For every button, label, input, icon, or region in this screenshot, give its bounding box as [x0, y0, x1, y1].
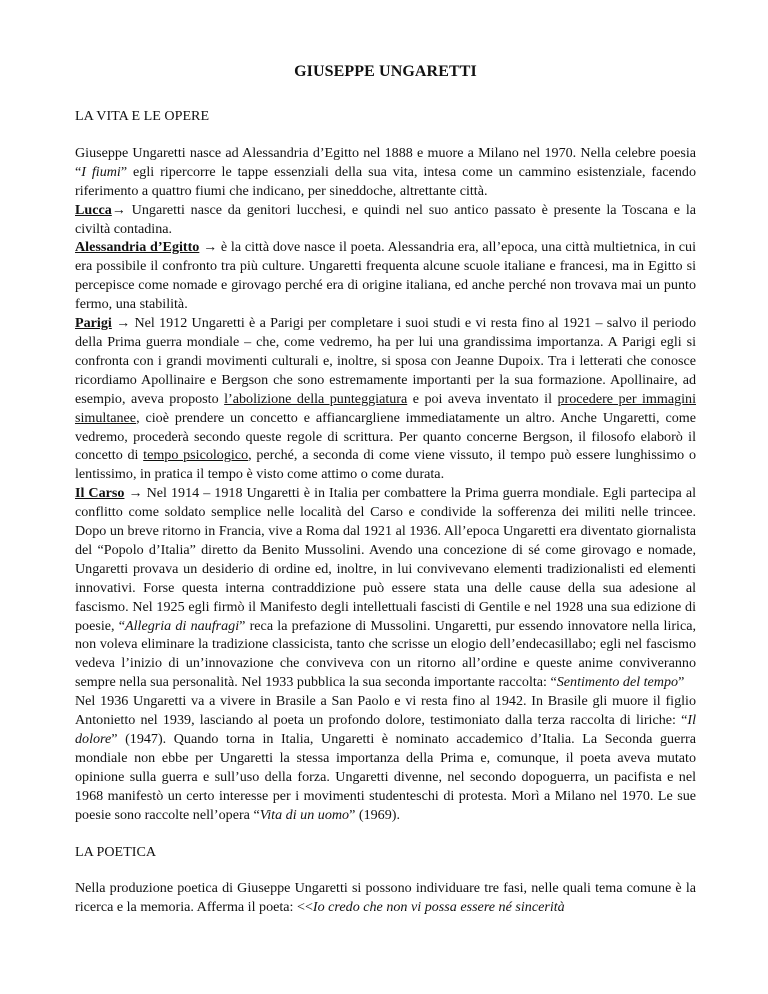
section-heading-poetica: LA POETICA	[75, 843, 157, 860]
section-heading-vita: LA VITA E LE OPERE	[75, 108, 210, 124]
paragraph-text: ” egli ripercorre le tappe essenziali della sua vita, intesa come un cammino esistenziale, facendo riferimento a quattro fiumi che indicano, per sineddoche, altrettante città.	[75, 163, 696, 199]
paragraph-text: ” (1969).	[349, 806, 400, 823]
underlined-phrase: tempo psicologico	[143, 447, 249, 464]
underlined-phrase: l’abolizione della punteggiatura	[224, 390, 408, 407]
paragraph-text: e poi aveva inventato il	[407, 390, 558, 407]
paragraph-alessandria	[75, 238, 696, 314]
paragraph-text: → Nel 1914 – 1918 Ungaretti è in Italia per combattere la Prima guerra mondiale. Egli partecipa al conflitto come soldato semplice nelle località del Carso e condivide la sofferenza dei militi nelle trincee. Dopo un breve ritorno in Francia, vive a Roma dal 1921 al 1936. All’epoca Ungaretti era diventato giornalista del “Popolo d’Italia” diretto da Benito Mussolini. Avendo una concezione di sé come girovago e nomade, Ungaretti provava un desiderio di ordine ed, inoltre, in lui convivevano elementi tradizionalisti ed elementi innovativi. Forse questa interna contraddizione può essere stata una delle cause della sua adesione al fascismo. Nel 1925 egli firmò il Manifesto degli intellettuali fascisti di Gentile e nel 1928 una sua edizione di poesie, “	[75, 485, 697, 634]
keyword-parigi: Parigi	[75, 315, 112, 332]
italic-title: Sentimento del tempo	[556, 674, 679, 691]
paragraph-text: → Ungaretti nasce da genitori lucchesi, e quindi nel suo antico passato è presente la Toscana e la civiltà contadina.	[75, 201, 696, 237]
keyword-alessandria: Alessandria d’Egitto	[75, 239, 200, 256]
paragraph-poetica-intro	[75, 879, 696, 917]
paragraph-text: ” (1947). Quando torna in Italia, Ungaretti è nominato accademico d’Italia. La Seconda guerra mondiale non ebbe per Ungaretti la stessa importanza della Prima e, comunque, il poeta aveva mutato opinione sulla guerra e sull’uso della forza. Ungaretti divenne, nel secondo dopoguerra, un pacifista e nel 1968 manifestò un certo interesse per i movimenti studenteschi di protesta. Morì a Milano nel 1970. Le sue poesie sono raccolte nell’opera “	[75, 731, 696, 823]
italic-quote: Io credo che non vi possa essere né sincerità	[312, 899, 565, 916]
paragraph-text: , perché, a seconda di come viene vissuto, il tempo può essere lunghissimo o lentissimo, in pratica il tempo è visto come attimo o come durata.	[75, 447, 696, 483]
italic-title: Allegria di naufragi	[125, 617, 240, 634]
paragraph-text: → è la città dove nasce il poeta. Alessandria era, all’epoca, una città multietnica, in cui era possibile il confronto tra più culture. Ungaretti frequenta alcune scuole italiane e francesi, ma in Egitto si percepisce come nomade e girovago perché era di origine italiana, ed anche perché non trovava mai un punto fermo, una stabilità.	[75, 239, 696, 313]
italic-title-i-fiumi: I fiumi	[81, 163, 121, 180]
italic-title: Il dolore	[75, 712, 696, 747]
keyword-lucca: Lucca	[75, 201, 112, 218]
paragraph-parigi	[75, 314, 696, 484]
italic-title: Vita di un uomo	[259, 806, 350, 823]
paragraph-text: , cioè prendere un concetto e affiancargliene immediatamente un altro. Anche Ungaretti, come vedremo, procederà secondo queste regole di scrittura. Per quanto concerne Bergson, il filosofo elaborò il concetto di	[75, 409, 696, 464]
paragraph-carso	[75, 484, 696, 692]
paragraph-brasile	[75, 692, 696, 824]
paragraph-intro	[75, 144, 696, 201]
paragraph-lucca	[75, 201, 696, 239]
document-title: GIUSEPPE UNGARETTI	[294, 63, 477, 80]
paragraph-text: Nella produzione poetica di Giuseppe Ungaretti si possono individuare tre fasi, nelle quali tema comune è la ricerca e la memoria. Afferma il poeta: <<	[75, 880, 696, 916]
paragraph-text: Nel 1936 Ungaretti va a vivere in Brasile a San Paolo e vi resta fino al 1942. In Brasile gli muore il figlio Antonietto nel 1939, lasciando al poeta un profondo dolore, testimoniato dalla terza raccolta di liriche: “	[75, 693, 696, 729]
paragraph-text: → Nel 1912 Ungaretti è a Parigi per completare i suoi studi e vi resta fino al 1921 – salvo il periodo della Prima guerra mondiale – che, come vedremo, ha per lui una grandissima importanza. A Parigi egli si confronta con i grandi movimenti culturali e, inoltre, si sposa con Jeanne Dupoix. Tra i letterati che conosce ricordiamo Apollinaire e Bergson che sono estremamente importanti per la sua formazione. Apollinaire, ad esempio, aveva proposto	[75, 315, 696, 407]
paragraph-text: ” reca la prefazione di Mussolini. Ungaretti, pur essendo innovatore nella lirica, non voleva eliminare la tradizione classicista, tanto che scrisse un elogio dell’endecasillabo; egli nel fascismo vedeva l’inizio di un’innovazione che conviveva con un ritorno all’ordine e queste anime conviveranno sempre nella sua personalità. Nel 1933 pubblica la sua seconda importante raccolta: “	[75, 617, 697, 691]
paragraph-text: ”	[678, 674, 685, 691]
section-vita-body	[75, 144, 696, 825]
keyword-carso: Il Carso	[75, 485, 125, 502]
paragraph-text: Giuseppe Ungaretti nasce ad Alessandria d’Egitto nel 1888 e muore a Milano nel 1970. Nella celebre poesia “	[75, 144, 696, 180]
underlined-phrase: procedere per immagini simultanee	[75, 390, 697, 426]
